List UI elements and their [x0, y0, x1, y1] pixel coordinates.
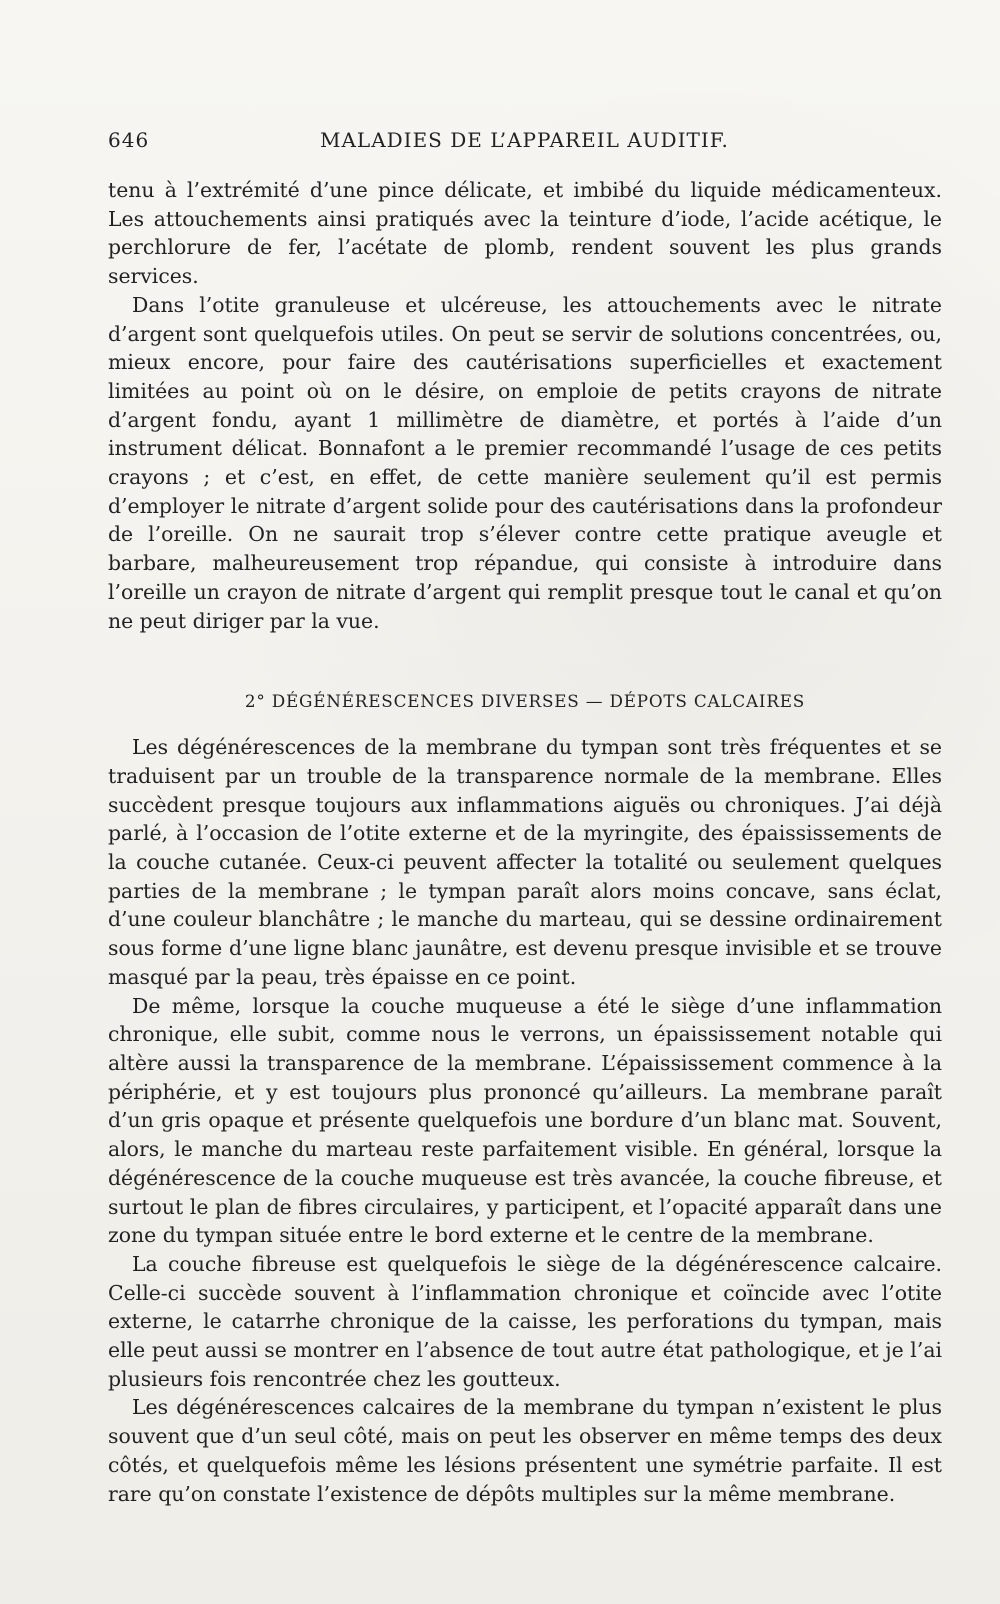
paragraph-otite-granuleuse: Dans l’otite granuleuse et ulcéreuse, les attouchements avec le nitrate d’argent sont quelquefois utiles. On peut se servir de solutions concentrées, ou, mieux encore, pour faire des cautérisations superficielles et exactement limitées au point où on le désire, on emploie de petits crayons de nitrate d’argent fondu, ayant 1 millimètre de diamètre, et portés à l’aide d’un instrument délicat. Bonnafont a le premier recommandé l’usage de ces petits crayons ; et c’est, en effet, de cette manière seulement qu’il est permis d’employer le nitrate d’argent solide pour des cautérisations dans la profondeur de l’oreille. On ne saurait trop s’élever contre cette pratique aveugle et barbare, malheureusement trop répandue, qui consiste à introduire dans l’oreille un crayon de nitrate d’argent qui remplit presque tout le canal et qu’on ne peut diriger par la vue.	[108, 292, 942, 633]
section-title: DÉGÉNÉRESCENCES DIVERSES — DÉPOTS CALCAIRES	[271, 691, 806, 712]
paragraph-depots-calcaires: Les dégénérescences calcaires de la membrane du tympan n’existent le plus souvent que d’un seul côté, mais on peut les observer en même temps des deux côtés, et quelquefois même les lésions présentent une symétrie parfaite. Il est rare qu’on constate l’existence de dépôts multiples sur la même membrane.	[108, 1395, 942, 1506]
page-number: 646	[108, 128, 150, 152]
running-head	[108, 128, 942, 168]
paragraph-degenerescences: Les dégénérescences de la membrane du tympan sont très fréquentes et se traduisent par un trouble de la transparence normale de la membrane. Elles succèdent presque toujours aux inflammations aiguës ou chroniques. J’ai déjà parlé, à l’occasion de l’otite externe et de la myringite, des épaississements de la couche cutanée. Ceux-ci peuvent affecter la totalité ou seulement quelques parties de la membrane ; le tympan paraît alors moins concave, sans éclat, d’une couleur blanchâtre ; le manche du marteau, qui se dessine ordinairement sous forme d’une ligne blanc jaunâtre, est devenu presque invisible et se trouve masqué par la peau, très épaisse en ce point.	[108, 735, 942, 989]
paragraph-couche-muqueuse: De même, lorsque la couche muqueuse a été le siège d’une inflammation chronique, elle subit, comme nous le verrons, un épaississement notable qui altère aussi la transparence de la membrane. L’épaississement commence à la périphérie, et y est toujours plus prononcé qu’ailleurs. La membrane paraît d’un gris opaque et présente quelquefois une bordure d’un blanc mat. Souvent, alors, le manche du marteau reste parfaitement visible. En général, lorsque la dégénérescence de la couche muqueuse est très avancée, la couche fibreuse, et surtout le plan de fibres circulaires, y participent, et l’opacité apparaît dans une zone du tympan située entre le bord externe et le centre de la membrane.	[108, 993, 942, 1248]
section-number: 2°	[244, 691, 266, 712]
paragraph-couche-fibreuse: La couche fibreuse est quelquefois le siège de la dégénérescence calcaire. Celle-ci succède souvent à l’inflammation chronique et coïncide avec l’otite externe, le catarrhe chronique de la caisse, les perforations du tympan, mais elle peut aussi se montrer en l’absence de tout autre état pathologique, et je l’ai plusieurs fois rencontrée chez les goutteux.	[108, 1251, 942, 1391]
section-heading	[108, 689, 942, 713]
paragraph-continuation: tenu à l’extrémité d’une pince délicate, et imbibé du liquide médicamenteux. Les attouchements ainsi pratiqués avec la teinture d’iode, l’acide acétique, le perchlorure de fer, l’acétate de plomb, rendent souvent les plus grands services.	[108, 178, 942, 289]
running-title: MALADIES DE L’APPAREIL AUDITIF.	[320, 128, 729, 152]
